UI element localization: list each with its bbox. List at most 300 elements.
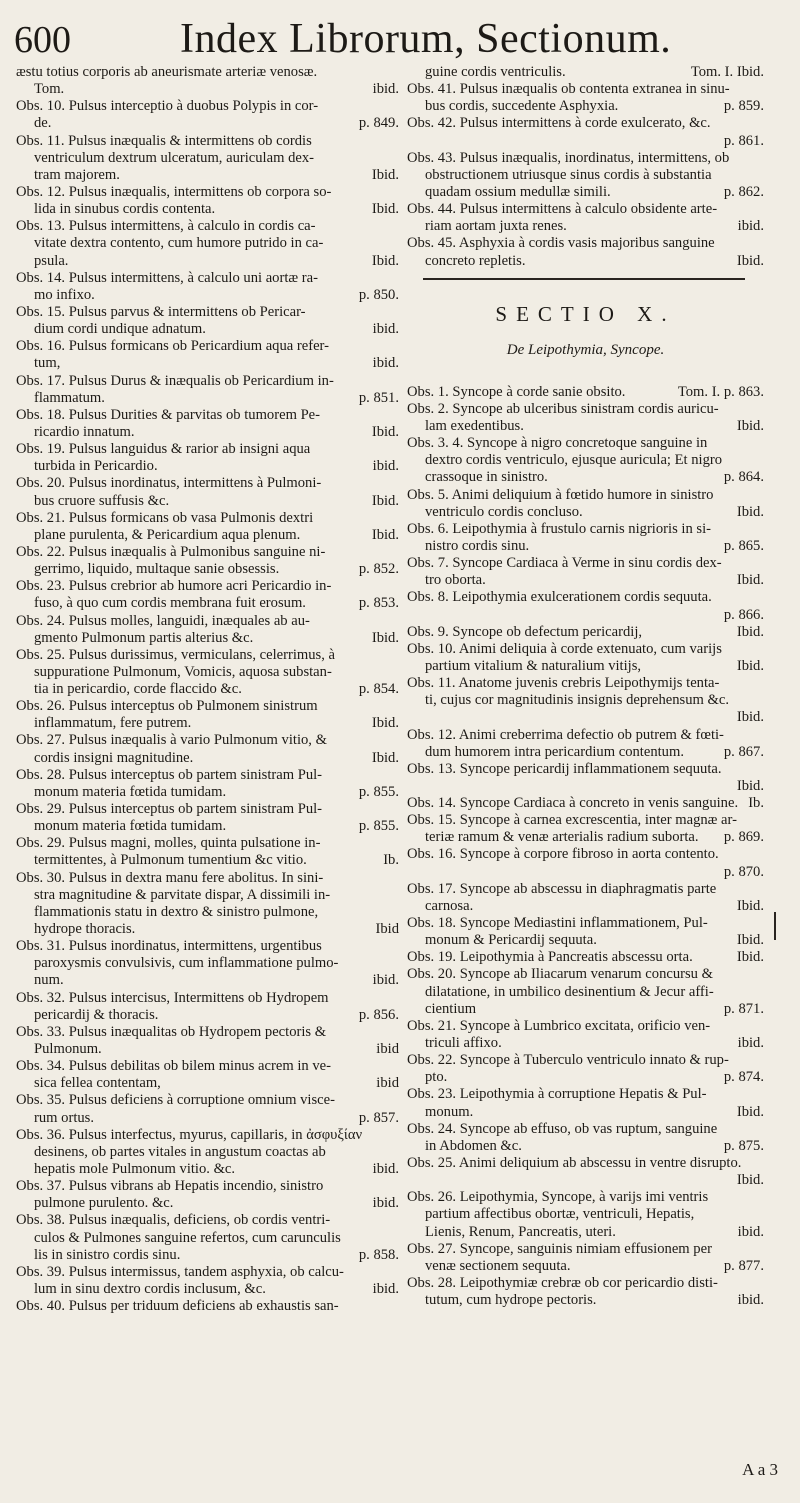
entry-text: paroxysmis convulsivis, cum inflammatione pulmo- bbox=[34, 955, 339, 972]
entry-text: Obs. 21. Pulsus formicans ob vasa Pulmonis dextri bbox=[16, 509, 314, 526]
index-entry-line bbox=[16, 904, 399, 921]
entry-text: Obs. 42. Pulsus intermittens à corde exulcerato, &c. bbox=[407, 115, 711, 132]
entry-text: dextro cordis ventriculo, ejusque auricula; Et nigro bbox=[425, 452, 723, 469]
index-entry-line bbox=[16, 338, 399, 355]
index-entry-line bbox=[407, 487, 764, 504]
index-entry-line bbox=[407, 1035, 764, 1052]
page-number: 600 bbox=[14, 19, 71, 61]
entry-text: lida in sinubus cordis contenta. bbox=[34, 201, 216, 218]
entry-text: vitate dextra contento, cum humore putrido in ca- bbox=[34, 235, 324, 252]
index-entry-line bbox=[16, 801, 399, 818]
entry-text: Obs. 17. Pulsus Durus & inæqualis ob Pericardium in- bbox=[16, 372, 334, 389]
entry-text: Obs. 6. Leipothymia à frustulo carnis nigrioris in si- bbox=[407, 520, 711, 537]
entry-text: Obs. 3. 4. Syncope à nigro concretoque sanguine in bbox=[407, 435, 708, 452]
index-entry-line bbox=[407, 624, 764, 641]
page-header bbox=[10, 14, 790, 66]
entry-text: lum in sinu dextro cordis inclusum, &c. bbox=[34, 1280, 266, 1297]
index-entry-line bbox=[407, 1292, 764, 1309]
entry-page-reference: Ibid. bbox=[736, 417, 764, 434]
entry-text: Obs. 31. Pulsus inordinatus, intermittens, urgentibus bbox=[16, 938, 322, 955]
entry-text: Obs. 23. Leipothymia à corruptione Hepatis & Pul- bbox=[407, 1086, 707, 1103]
entry-page-reference: ibid bbox=[376, 1075, 399, 1092]
entry-text: Obs. 28. Leipothymiæ crebræ ob cor pericardio disti- bbox=[407, 1275, 718, 1291]
entry-text: ventriculum dextrum ulceratum, auriculam dex- bbox=[34, 149, 315, 166]
entry-page-reference: Ibid. bbox=[736, 1103, 764, 1120]
entry-text: bus cordis, succedente Asphyxia. bbox=[425, 98, 619, 115]
entry-text: mo infixo. bbox=[34, 286, 95, 303]
entry-text: Obs. 19. Pulsus languidus & rarior ab insigni aqua bbox=[16, 441, 311, 458]
entry-text: monum materia fœtida tumidam. bbox=[34, 818, 227, 835]
entry-text: Obs. 43. Pulsus inæqualis, inordinatus, intermittens, ob bbox=[407, 149, 730, 166]
index-entry-line bbox=[407, 641, 764, 658]
entry-text: Obs. 33. Pulsus inæqualitas ob Hydropem pectoris & bbox=[16, 1023, 327, 1040]
entry-text: ricardio innatum. bbox=[34, 423, 135, 440]
index-entry-line bbox=[16, 184, 399, 201]
index-entry-line bbox=[16, 150, 399, 167]
entry-text: tum, bbox=[34, 355, 61, 372]
index-entry-line bbox=[16, 407, 399, 424]
entry-text: Obs. 1. Syncope à corde sanie obsito. bbox=[407, 383, 626, 400]
index-entry-line bbox=[407, 1206, 764, 1223]
entry-text: obstructionem utriusque sinus cordis à substantia bbox=[425, 166, 712, 183]
index-entry-line bbox=[16, 990, 399, 1007]
entry-page-reference: Ibid bbox=[375, 921, 399, 938]
entry-text: Pulmonum. bbox=[34, 1041, 102, 1058]
entry-text: de. bbox=[34, 115, 52, 132]
entry-page-reference: ibid. bbox=[372, 458, 399, 475]
index-entry-line bbox=[16, 921, 399, 938]
entry-text: venæ sectionem sequuta. bbox=[425, 1257, 571, 1274]
entry-text: Obs. 35. Pulsus deficiens à corruptione omnium visce- bbox=[16, 1092, 335, 1109]
index-entry-line bbox=[16, 1195, 399, 1212]
entry-page-reference: Ibid. bbox=[371, 715, 399, 732]
entry-text: turbida in Pericardio. bbox=[34, 458, 158, 475]
entry-text: concreto repletis. bbox=[425, 252, 526, 269]
entry-text: Obs. 27. Syncope, sanguinis nimiam effusionem per bbox=[407, 1240, 712, 1257]
entry-text: Obs. 26. Pulsus interceptus ob Pulmonem sinistrum bbox=[16, 698, 318, 715]
entry-page-reference: p. 861. bbox=[723, 132, 764, 149]
entry-page-reference: Ib. bbox=[383, 852, 399, 869]
entry-text: Obs. 10. Pulsus interceptio à duobus Polypis in cor- bbox=[16, 98, 319, 115]
index-entry-line bbox=[407, 881, 764, 898]
entry-text: triculi affixo. bbox=[425, 1035, 502, 1052]
entry-text: hydrope thoracis. bbox=[34, 921, 136, 938]
entry-page-reference: Ibid. bbox=[371, 749, 399, 766]
entry-text: Obs. 38. Pulsus inæqualis, deficiens, ob cordis ventri- bbox=[16, 1212, 331, 1229]
entry-page-reference: p. 869. bbox=[723, 829, 764, 846]
index-entry-line bbox=[407, 253, 764, 270]
entry-page-reference: p. 858. bbox=[358, 1246, 399, 1263]
entry-page-reference: ibid. bbox=[372, 1161, 399, 1177]
entry-text: rum ortus. bbox=[34, 1109, 94, 1126]
index-entry-line bbox=[16, 1110, 399, 1127]
index-entry-line bbox=[16, 887, 399, 904]
index-entry-line bbox=[16, 578, 399, 595]
index-entry-line bbox=[16, 1281, 399, 1298]
entry-text: culos & Pulmones sanguine refertos, cum carunculis bbox=[34, 1229, 341, 1246]
entry-page-reference: Ibid. bbox=[736, 623, 764, 640]
index-entry-line bbox=[16, 1007, 399, 1024]
index-entry-line bbox=[407, 572, 764, 589]
section-heading: SECTIO X. bbox=[495, 301, 676, 326]
entry-page-reference: Ib. bbox=[748, 795, 764, 812]
entry-text: Obs. 29. Pulsus magni, molles, quinta pulsatione in- bbox=[16, 835, 321, 852]
entry-text: Obs. 11. Pulsus inæqualis & intermittens ob cordis bbox=[16, 132, 312, 149]
entry-text: bus cruore suffusis &c. bbox=[34, 492, 170, 509]
index-entry-line bbox=[407, 1224, 764, 1241]
entry-text: pto. bbox=[425, 1069, 448, 1086]
index-entry-line bbox=[16, 647, 399, 664]
index-entry-line bbox=[16, 527, 399, 544]
entry-text: dium cordi undique adnatum. bbox=[34, 321, 206, 338]
right-column-entries-bottom bbox=[407, 384, 764, 1310]
index-entry-line bbox=[407, 589, 764, 606]
entry-text: dilatatione, in umbilico desinentium & Jecur affi- bbox=[425, 983, 714, 1000]
section-divider-rule bbox=[423, 278, 745, 280]
index-entry-line bbox=[16, 767, 399, 784]
entry-text: Obs. 10. Animi deliquia à corde extenuato, cum varijs bbox=[407, 640, 722, 657]
entry-page-reference: Ibid. bbox=[736, 949, 764, 966]
index-entry-line bbox=[407, 1241, 764, 1258]
entry-text: nistro cordis sinu. bbox=[425, 537, 530, 554]
entry-text: Obs. 16. Syncope à corpore fibroso in aorta contento. bbox=[407, 846, 719, 863]
entry-page-reference: p. 865. bbox=[723, 537, 764, 554]
index-entry-line bbox=[407, 435, 764, 452]
entry-page-reference: Ibid. bbox=[736, 897, 764, 914]
entry-text: Obs. 20. Syncope ab Iliacarum venarum concursu & bbox=[407, 966, 713, 983]
index-entry-line bbox=[407, 64, 764, 81]
entry-text: carnosa. bbox=[425, 897, 474, 914]
entry-text: Tom. bbox=[34, 81, 65, 98]
index-entry-line bbox=[407, 235, 764, 252]
index-entry-line bbox=[16, 1144, 399, 1161]
index-entry-line bbox=[16, 390, 399, 407]
entry-text: Obs. 39. Pulsus intermissus, tandem asphyxia, ob calcu- bbox=[16, 1263, 344, 1280]
index-entry-line bbox=[407, 452, 764, 469]
entry-page-reference: Ibid. bbox=[371, 629, 399, 646]
index-entry-line bbox=[407, 949, 764, 966]
entry-text: Obs. 18. Pulsus Durities & parvitas ob tumorem Pe- bbox=[16, 406, 321, 423]
index-entry-line bbox=[407, 1001, 764, 1018]
entry-page-reference: p. 862. bbox=[723, 183, 764, 200]
index-entry-line bbox=[407, 829, 764, 846]
index-entry-line bbox=[16, 613, 399, 630]
entry-text: Obs. 17. Syncope ab abscessu in diaphragmatis parte bbox=[407, 880, 717, 897]
entry-text: monum. bbox=[425, 1103, 474, 1120]
entry-text: riam aortam juxta renes. bbox=[425, 218, 567, 235]
entry-text: lis in sinistro cordis sinu. bbox=[34, 1246, 181, 1263]
right-column bbox=[407, 64, 764, 1309]
index-entry-line bbox=[407, 607, 764, 624]
index-entry-line bbox=[16, 475, 399, 492]
entry-text: Obs. 22. Syncope à Tuberculo ventriculo innato & rup- bbox=[407, 1052, 729, 1069]
index-entry-line bbox=[16, 218, 399, 235]
entry-text: Obs. 12. Animi creberrima defectio ob putrem & fœti- bbox=[407, 726, 724, 743]
index-entry-line bbox=[407, 966, 764, 983]
entry-text: termittentes, à Pulmonum tumentium &c vitio. bbox=[34, 852, 307, 869]
index-entry-line bbox=[407, 709, 764, 726]
entry-page-reference: p. 877. bbox=[723, 1257, 764, 1274]
entry-text: sica fellea contentam, bbox=[34, 1075, 161, 1092]
entry-page-reference: Ibid. bbox=[371, 201, 399, 218]
entry-text: dum humorem intra pericardium contentum. bbox=[425, 743, 684, 760]
entry-page-reference: Ibid. bbox=[371, 492, 399, 509]
index-entry-line bbox=[407, 864, 764, 881]
entry-page-reference: Tom. I. p. 863. bbox=[677, 383, 764, 400]
entry-page-reference: ibid. bbox=[737, 1292, 764, 1309]
index-entry-line bbox=[407, 98, 764, 115]
index-entry-line bbox=[407, 846, 764, 863]
entry-page-reference: p. 850. bbox=[358, 286, 399, 303]
entry-page-reference: ibid. bbox=[372, 355, 399, 372]
index-entry-line bbox=[407, 1104, 764, 1121]
entry-text: num. bbox=[34, 972, 64, 989]
entry-text: Obs. 5. Animi deliquium à fœtido humore in sinistro bbox=[407, 486, 714, 503]
entry-page-reference: Ibid. bbox=[371, 526, 399, 543]
index-entry-line bbox=[16, 1127, 399, 1144]
index-entry-line bbox=[16, 493, 399, 510]
index-entry-line bbox=[407, 167, 764, 184]
catchword: A a 3 bbox=[742, 1460, 778, 1479]
index-entry-line bbox=[407, 150, 764, 167]
entry-text: pericardij & thoracis. bbox=[34, 1006, 159, 1023]
entry-text: Obs. 11. Anatome juvenis crebris Leipothymijs tenta- bbox=[407, 675, 720, 692]
left-column bbox=[16, 64, 399, 1315]
index-entry-line bbox=[407, 81, 764, 98]
index-entry-line bbox=[16, 321, 399, 338]
index-entry-line bbox=[16, 1092, 399, 1109]
index-entry-line bbox=[16, 167, 399, 184]
index-entry-line bbox=[16, 1264, 399, 1281]
index-entry-line bbox=[16, 715, 399, 732]
entry-text: Obs. 7. Syncope Cardiaca à Verme in sinu cordis dex- bbox=[407, 555, 722, 572]
entry-text: Obs. 25. Pulsus durissimus, vermiculans, celerrimus, à bbox=[16, 646, 336, 663]
entry-text: tia in pericardio, corde flaccido &c. bbox=[34, 681, 242, 698]
entry-text: Obs. 27. Pulsus inæqualis à vario Pulmonum vitio, & bbox=[16, 732, 327, 749]
entry-text: Obs. 8. Leipothymia exulcerationem cordis sequuta. bbox=[407, 589, 712, 606]
index-entry-line bbox=[407, 1275, 764, 1292]
entry-text: Obs. 41. Pulsus inæqualis ob contenta extranea in sinu- bbox=[407, 81, 730, 98]
entry-page-reference: p. 854. bbox=[358, 681, 399, 698]
index-entry-line bbox=[407, 521, 764, 538]
entry-text: Obs. 13. Syncope pericardij inflammationem sequuta. bbox=[407, 760, 722, 777]
entry-text: Obs. 22. Pulsus inæqualis à Pulmonibus sanguine ni- bbox=[16, 543, 326, 560]
index-entry-line bbox=[407, 469, 764, 486]
index-entry-line bbox=[16, 81, 399, 98]
entry-text: cordis insigni magnitudine. bbox=[34, 749, 194, 766]
entry-text: ventriculo cordis concluso. bbox=[425, 503, 583, 520]
index-entry-line bbox=[16, 304, 399, 321]
entry-page-reference: Ibid. bbox=[736, 503, 764, 520]
index-entry-line bbox=[16, 835, 399, 852]
entry-page-reference: Ibid. bbox=[371, 252, 399, 269]
right-column-entries-top bbox=[407, 64, 764, 270]
entry-text: Obs. 40. Pulsus per triduum deficiens ab exhaustis san- bbox=[16, 1298, 339, 1315]
entry-text: Obs. 2. Syncope ab ulceribus sinistram cordis auricu- bbox=[407, 400, 719, 417]
entry-text: pulmone purulento. &c. bbox=[34, 1195, 174, 1212]
running-title: Index Librorum, Sectionum. bbox=[180, 16, 672, 62]
index-entry-line bbox=[16, 373, 399, 390]
entry-text: gerrimo, liquido, multaque sanie obsessis. bbox=[34, 561, 280, 578]
index-entry-line bbox=[16, 1161, 399, 1178]
entry-page-reference: ibid. bbox=[737, 1223, 764, 1240]
entry-page-reference: p. 849. bbox=[358, 115, 399, 132]
index-entry-line bbox=[407, 778, 764, 795]
index-entry-line bbox=[16, 253, 399, 270]
entry-text: Obs. 28. Pulsus interceptus ob partem sinistram Pul- bbox=[16, 766, 323, 783]
index-entry-line bbox=[16, 458, 399, 475]
entry-text: desinens, ob partes vitales in angustum coactas ab bbox=[34, 1143, 326, 1160]
index-entry-line bbox=[16, 115, 399, 132]
entry-page-reference: p. 857. bbox=[358, 1109, 399, 1126]
entry-page-reference: ibid bbox=[376, 1041, 399, 1058]
entry-text: Obs. 44. Pulsus intermittens à calculo obsidente arte- bbox=[407, 201, 718, 218]
index-entry-line bbox=[407, 727, 764, 744]
entry-page-reference: Ibid. bbox=[736, 777, 764, 794]
entry-text: tro oborta. bbox=[425, 572, 486, 589]
index-entry-line bbox=[407, 1018, 764, 1035]
entry-text: Obs. 25. Animi deliquium ab abscessu in ventre disrupto. bbox=[407, 1155, 742, 1172]
index-entry-line bbox=[407, 744, 764, 761]
entry-text: crassoque in sinistro. bbox=[425, 469, 548, 486]
index-entry-line bbox=[16, 98, 399, 115]
entry-text: Obs. 36. Pulsus interfectus, myurus, capillaris, in ἀσφυξίαν bbox=[16, 1126, 363, 1143]
entry-page-reference: ibid. bbox=[372, 321, 399, 338]
entry-text: lam exedentibus. bbox=[425, 417, 524, 434]
margin-mark bbox=[774, 912, 776, 940]
index-entry-line bbox=[407, 915, 764, 932]
entry-page-reference: ibid. bbox=[737, 218, 764, 235]
index-entry-line bbox=[16, 1230, 399, 1247]
entry-text: Obs. 20. Pulsus inordinatus, intermittens à Pulmoni- bbox=[16, 475, 322, 492]
entry-text: fuso, à quo cum cordis membrana fuit erosum. bbox=[34, 595, 306, 612]
entry-text: quadam ossium medullæ simili. bbox=[425, 183, 611, 200]
entry-text: tram majorem. bbox=[34, 166, 120, 183]
index-entry-line bbox=[407, 401, 764, 418]
entry-text: hepatis mole Pulmonum vitio. &c. bbox=[34, 1161, 236, 1177]
index-entry-line bbox=[16, 750, 399, 767]
entry-text: Obs. 19. Leipothymia à Pancreatis abscessu orta. bbox=[407, 949, 693, 966]
index-entry-line bbox=[16, 201, 399, 218]
entry-page-reference: p. 866. bbox=[723, 606, 764, 623]
index-entry-line bbox=[16, 595, 399, 612]
entry-page-reference: p. 856. bbox=[358, 1006, 399, 1023]
entry-page-reference: p. 875. bbox=[723, 1137, 764, 1154]
index-entry-line bbox=[407, 932, 764, 949]
entry-text: Obs. 24. Pulsus molles, languidi, inæquales ab au- bbox=[16, 612, 310, 629]
index-entry-line bbox=[16, 510, 399, 527]
entry-page-reference: ibid. bbox=[372, 1195, 399, 1212]
entry-text: plane purulenta, & Pericardium aqua plenum. bbox=[34, 526, 301, 543]
entry-text: monum materia fœtida tumidam. bbox=[34, 783, 227, 800]
entry-text: Obs. 21. Syncope à Lumbrico excitata, orificio ven- bbox=[407, 1017, 711, 1034]
entry-page-reference: p. 874. bbox=[723, 1069, 764, 1086]
index-entry-line bbox=[407, 1138, 764, 1155]
entry-page-reference: Ibid. bbox=[736, 657, 764, 674]
entry-page-reference: Ibid. bbox=[736, 932, 764, 949]
index-entry-line bbox=[407, 692, 764, 709]
entry-text: tutum, cum hydrope pectoris. bbox=[425, 1292, 597, 1309]
entry-text: Obs. 18. Syncope Mediastini inflammationem, Pul- bbox=[407, 915, 708, 932]
entry-page-reference: Ibid. bbox=[736, 1172, 764, 1189]
index-entry-line bbox=[16, 1298, 399, 1315]
index-entry-line bbox=[407, 555, 764, 572]
entry-page-reference: p. 871. bbox=[723, 1000, 764, 1017]
section-subtitle: De Leipothymia, Syncope. bbox=[506, 341, 665, 358]
entry-text: flammatum. bbox=[34, 389, 105, 406]
entry-page-reference: p. 870. bbox=[723, 863, 764, 880]
entry-text: guine cordis ventriculis. bbox=[425, 64, 566, 80]
index-entry-line bbox=[407, 1121, 764, 1138]
entry-text: flammationis statu in dextro & sinistro pulmone, bbox=[34, 903, 319, 920]
entry-text: Obs. 29. Pulsus interceptus ob partem sinistram Pul- bbox=[16, 801, 323, 818]
entry-text: Obs. 30. Pulsus in dextra manu fere abolitus. In sini- bbox=[16, 869, 324, 886]
entry-page-reference: Ibid. bbox=[736, 252, 764, 269]
entry-text: teriæ ramum & venæ arterialis radium suborta. bbox=[425, 829, 699, 846]
entry-text: Obs. 45. Asphyxia à cordis vasis majoribus sanguine bbox=[407, 235, 715, 252]
entry-text: Obs. 13. Pulsus intermittens, à calculo in cordis ca- bbox=[16, 218, 316, 235]
entry-text: Obs. 12. Pulsus inæqualis, intermittens ob corpora so- bbox=[16, 183, 332, 200]
index-entry-line bbox=[407, 538, 764, 555]
index-entry-line bbox=[16, 1024, 399, 1041]
index-entry-line bbox=[407, 218, 764, 235]
entry-text: Lienis, Renum, Pancreatis, uteri. bbox=[425, 1223, 616, 1240]
entry-text: Obs. 24. Syncope ab effuso, ob vas ruptum, sanguine bbox=[407, 1120, 718, 1137]
entry-text: Obs. 14. Syncope Cardiaca à concreto in venis sanguine. bbox=[407, 795, 739, 812]
index-entry-line bbox=[407, 133, 764, 150]
index-entry-line bbox=[16, 287, 399, 304]
index-entry-line bbox=[16, 1075, 399, 1092]
entry-page-reference: p. 852. bbox=[358, 561, 399, 578]
index-entry-line bbox=[16, 1212, 399, 1229]
entry-page-reference: p. 864. bbox=[723, 469, 764, 486]
index-entry-line bbox=[16, 818, 399, 835]
index-entry-line bbox=[16, 784, 399, 801]
index-entry-line bbox=[407, 675, 764, 692]
index-entry-line bbox=[16, 870, 399, 887]
index-entry-line bbox=[407, 184, 764, 201]
entry-text: cientium bbox=[425, 1000, 477, 1017]
index-entry-line bbox=[407, 1258, 764, 1275]
entry-page-reference: Ibid. bbox=[371, 423, 399, 440]
entry-text: Obs. 15. Pulsus parvus & intermittens ob Pericar- bbox=[16, 303, 306, 320]
entry-text: æstu totius corporis ab aneurismate arteriæ venosæ. bbox=[16, 64, 318, 80]
entry-page-reference: p. 851. bbox=[358, 389, 399, 406]
index-entry-line bbox=[16, 732, 399, 749]
index-entry-line bbox=[407, 1069, 764, 1086]
index-entry-line bbox=[407, 384, 764, 401]
entry-text: suppuratione Pulmonum, Vomicis, aquosa substan- bbox=[34, 663, 332, 680]
entry-text: psula. bbox=[34, 252, 69, 269]
entry-text: in Abdomen &c. bbox=[425, 1137, 522, 1154]
entry-page-reference: p. 855. bbox=[358, 818, 399, 835]
entry-text: Obs. 9. Syncope ob defectum pericardij, bbox=[407, 623, 643, 640]
entry-text: Obs. 15. Syncope à carnea excrescentia, inter magnæ ar- bbox=[407, 812, 737, 829]
entry-page-reference: p. 859. bbox=[723, 98, 764, 115]
entry-text: ti, cujus cor magnitudinis insignis deprehensum &c. bbox=[425, 692, 729, 709]
entry-text: inflammatum, fere putrem. bbox=[34, 715, 192, 732]
index-entry-line bbox=[407, 1052, 764, 1069]
index-entry-line bbox=[16, 664, 399, 681]
entry-page-reference: p. 855. bbox=[358, 783, 399, 800]
index-entry-line bbox=[407, 761, 764, 778]
entry-page-reference: ibid. bbox=[372, 972, 399, 989]
entry-page-reference: p. 853. bbox=[358, 595, 399, 612]
index-entry-line bbox=[16, 1041, 399, 1058]
index-entry-line bbox=[16, 698, 399, 715]
entry-text: gmento Pulmonum partis alterius &c. bbox=[34, 629, 254, 646]
index-entry-line bbox=[16, 972, 399, 989]
